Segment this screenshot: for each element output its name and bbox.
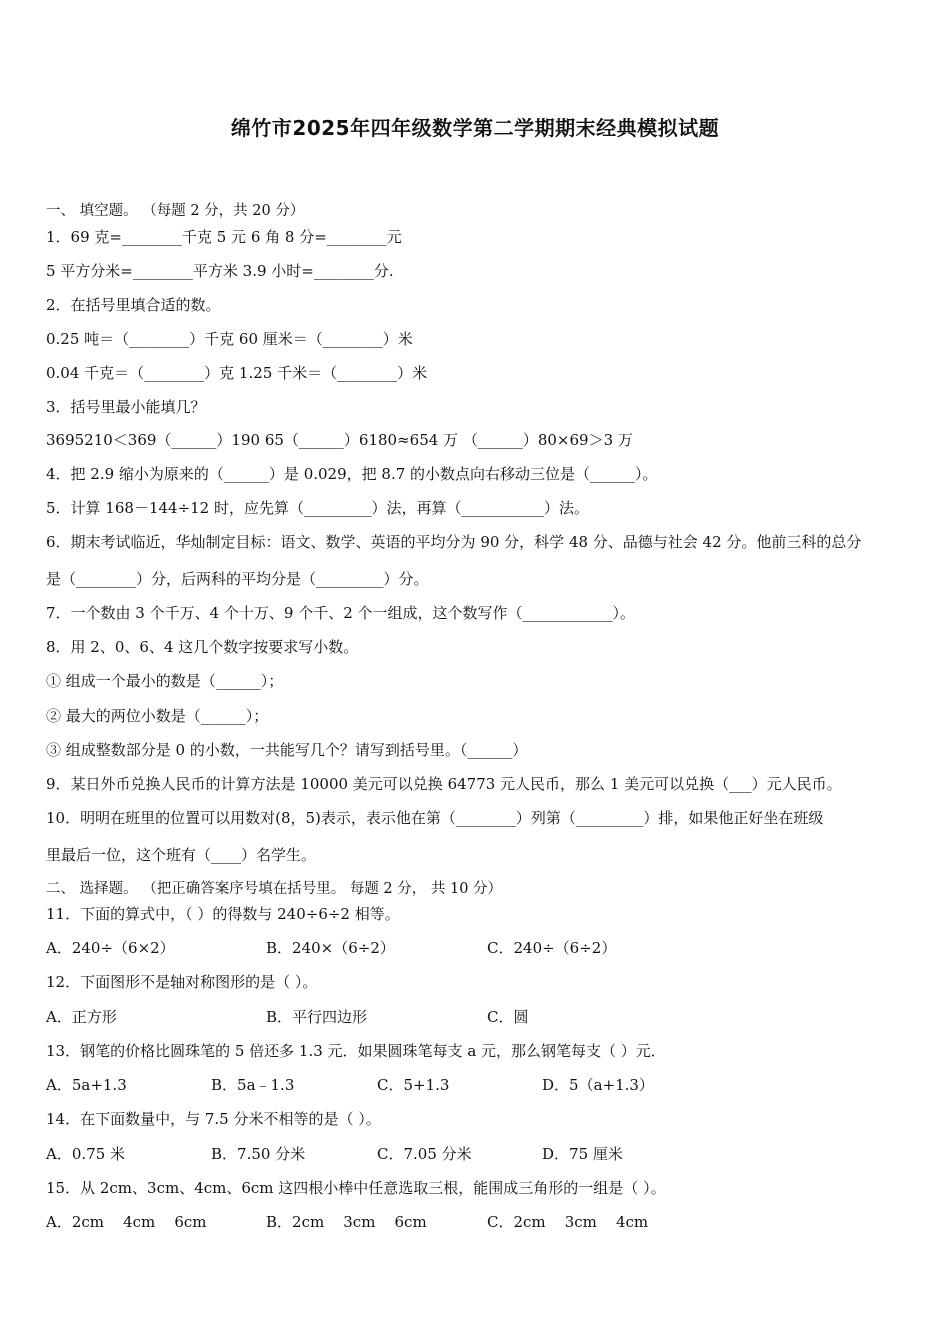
- question-10-line-2: 里最后一位，这个班有（____）名学生。: [46, 846, 317, 864]
- question-4: 4．把 2.9 缩小为原来的（______）是 0.029，把 8.7 的小数点向右移动三位是（______）。: [46, 465, 658, 483]
- question-11-option-a: A．240÷（6×2）: [46, 939, 175, 957]
- question-9: 9．某日外币兑换人民币的计算方法是 10000 美元可以兑换 64773 元人民币，那么 1 美元可以兑换（___）元人民币。: [46, 775, 842, 793]
- question-13: 13．钢笔的价格比圆珠笔的 5 倍还多 1.3 元．如果圆珠笔每支 a 元，那么钢笔每支（ ）元．: [46, 1042, 666, 1060]
- question-1-line-2: 5 平方分米=________平方米 3.9 小时=________分.: [46, 262, 394, 280]
- question-3-line-1: 3695210＜369（______）190 65（______）6180≈654 万 （______）80×69＞3 万: [46, 431, 633, 449]
- question-15: 15．从 2cm、3cm、4cm、6cm 这四根小棒中任意选取三根，能围成三角形的一组是（ ）。: [46, 1179, 666, 1197]
- question-11: 11．下面的算式中，（ ）的得数与 240÷6÷2 相等。: [46, 905, 400, 923]
- question-14-option-b: B．7.50 分米: [211, 1145, 306, 1163]
- question-12-option-b: B．平行四边形: [266, 1008, 368, 1026]
- question-15-option-a: A．2cm 4cm 6cm: [46, 1213, 207, 1231]
- question-13-option-c: C．5+1.3: [377, 1076, 450, 1094]
- question-8: 8．用 2、0、6、4 这几个数字按要求写小数。: [46, 638, 359, 656]
- question-2: 2．在括号里填合适的数。: [46, 296, 221, 314]
- section-1-heading: 一、 填空题。 （每题 2 分，共 20 分）: [46, 203, 305, 219]
- question-10-line-1: 10．明明在班里的位置可以用数对(8，5)表示，表示他在第（________）列第（_________）排，如果他正好坐在班级: [46, 809, 824, 827]
- question-5: 5．计算 168－144÷12 时，应先算（_________）法，再算（___________）法。: [46, 499, 589, 517]
- question-3: 3．括号里最小能填几？: [46, 398, 206, 416]
- question-14: 14．在下面数量中，与 7.5 分米不相等的是（ ）。: [46, 1110, 381, 1128]
- question-6-line-1: 6．期末考试临近，华灿制定目标：语文、数学、英语的平均分为 90 分，科学 48 分、品德与社会 42 分。他前三科的总分: [46, 533, 862, 551]
- question-8-part-3: ③ 组成整数部分是 0 的小数，一共能写几个？请写到括号里。（______）: [46, 741, 528, 759]
- question-14-option-c: C．7.05 分米: [377, 1145, 472, 1163]
- question-15-option-b: B．2cm 3cm 6cm: [266, 1213, 427, 1231]
- question-15-option-c: C．2cm 3cm 4cm: [487, 1213, 649, 1231]
- page-title: 绵竹市2025年四年级数学第二学期期末经典模拟试题: [230, 116, 720, 140]
- section-2-heading: 二、 选择题。 （把正确答案序号填在括号里。 每题 2 分， 共 10 分）: [46, 881, 503, 897]
- question-2-line-1: 0.25 吨＝（________）千克 60 厘米＝（________）米: [46, 330, 413, 348]
- question-2-line-2: 0.04 千克＝（________）克 1.25 千米＝（________）米: [46, 364, 428, 382]
- question-14-option-d: D．75 厘米: [542, 1145, 623, 1163]
- question-1-line-1: 1．69 克=________千克 5 元 6 角 8 分=________元: [46, 228, 402, 246]
- question-13-option-d: D．5（a+1.3）: [542, 1076, 654, 1094]
- question-6-line-2: 是（________）分，后两科的平均分是（_________）分。: [46, 570, 429, 588]
- question-13-option-a: A．5a+1.3: [46, 1076, 127, 1094]
- question-12-option-a: A．正方形: [46, 1008, 117, 1026]
- question-8-part-1: ① 组成一个最小的数是（______）；: [46, 672, 284, 690]
- question-14-option-a: A．0.75 米: [46, 1145, 125, 1163]
- question-7: 7．一个数由 3 个千万、4 个十万、9 个千、2 个一组成，这个数写作（____________）。: [46, 604, 636, 622]
- question-12: 12．下面图形不是轴对称图形的是（ ）。: [46, 973, 318, 991]
- question-8-part-2: ② 最大的两位小数是（______）；: [46, 707, 269, 725]
- question-13-option-b: B．5a﹣1.3: [211, 1076, 295, 1094]
- question-12-option-c: C．圆: [487, 1008, 529, 1026]
- question-11-option-b: B．240×（6÷2）: [266, 939, 395, 957]
- question-11-option-c: C．240÷（6÷2）: [487, 939, 617, 957]
